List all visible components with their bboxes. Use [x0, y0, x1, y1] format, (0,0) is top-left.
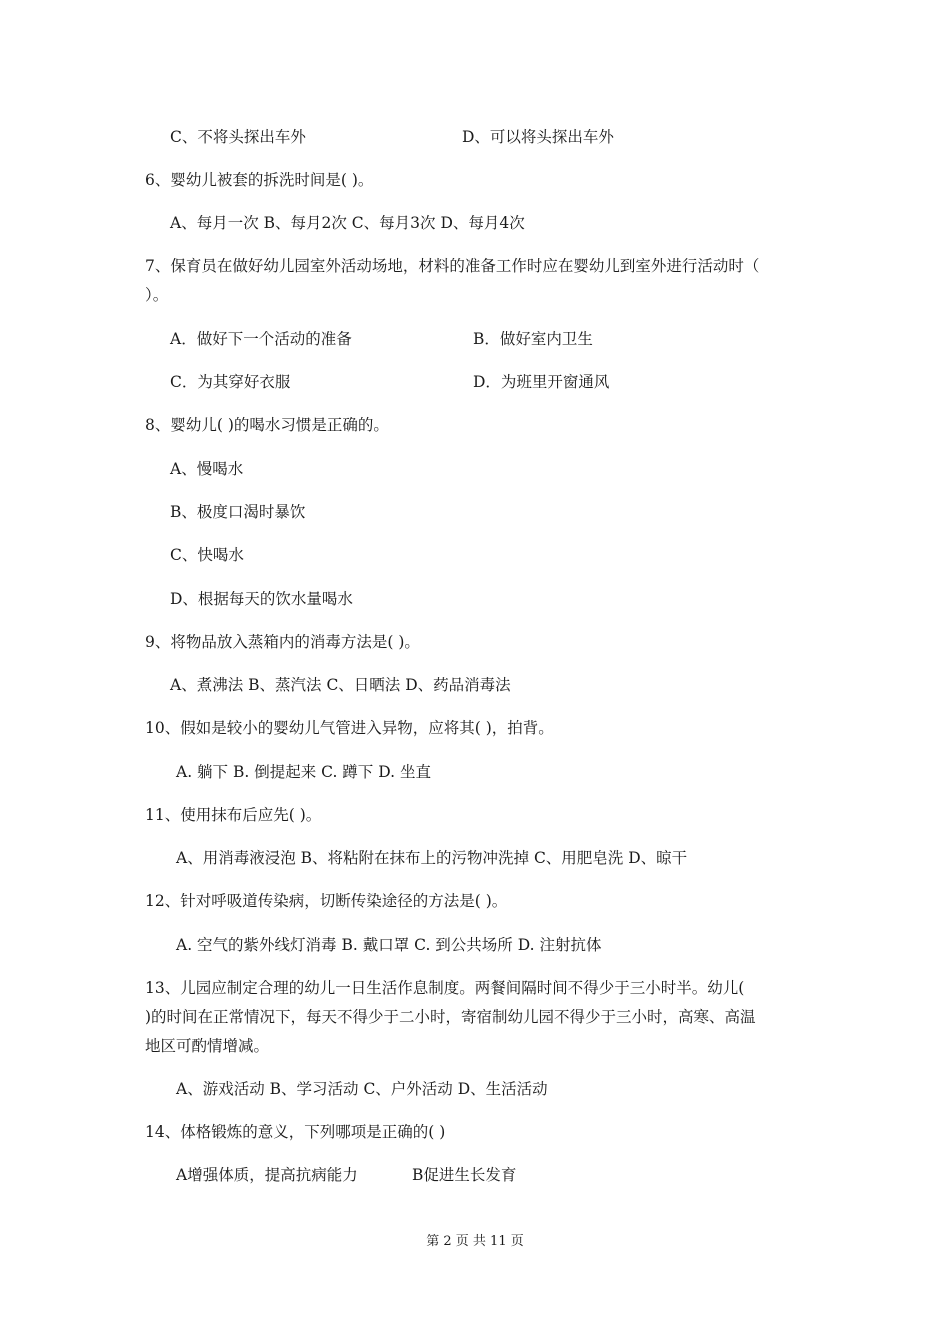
option-a: A、慢喝水: [170, 460, 244, 478]
question-stem: 8、婴幼儿( )的喝水习惯是正确的。: [145, 416, 389, 434]
option-a: A．做好下一个活动的准备: [170, 330, 352, 348]
option-a: A增强体质，提高抗病能力: [176, 1166, 358, 1184]
option-c: C、快喝水: [170, 546, 244, 564]
option-b: B促进生长发育: [412, 1166, 517, 1184]
option-b: B．做好室内卫生: [473, 330, 593, 348]
option-c: C、不将头探出车外: [170, 128, 306, 146]
question-options: A. 空气的紫外线灯消毒 B. 戴口罩 C. 到公共场所 D. 注射抗体: [176, 936, 602, 954]
question-stem-continued: 地区可酌情增减。: [145, 1037, 270, 1055]
question-stem: 7、保育员在做好幼儿园室外活动场地，材料的准备工作时应在婴幼儿到室外进行活动时（: [145, 257, 760, 275]
question-options: A、用消毒液浸泡 B、将粘附在抹布上的污物冲洗掉 C、用肥皂洗 D、晾干: [176, 849, 688, 867]
question-stem: 12、针对呼吸道传染病，切断传染途径的方法是( )。: [145, 892, 508, 910]
option-d: D、可以将头探出车外: [462, 128, 614, 146]
question-options: A. 躺下 B. 倒提起来 C. 蹲下 D. 坐直: [176, 763, 431, 781]
question-options: A、煮沸法 B、蒸汽法 C、日晒法 D、药品消毒法: [170, 676, 511, 694]
option-b: B、极度口渴时暴饮: [170, 503, 306, 521]
question-stem: 10、假如是较小的婴幼儿气管进入异物，应将其( )，拍背。: [145, 719, 554, 737]
question-stem: 14、体格锻炼的意义，下列哪项是正确的( ): [145, 1123, 446, 1141]
question-stem: 13、儿园应制定合理的幼儿一日生活作息制度。两餐间隔时间不得少于三小时半。幼儿(: [145, 979, 745, 997]
question-stem-continued: )的时间在正常情况下，每天不得少于二小时，寄宿制幼儿园不得少于三小时，高寒、高温: [145, 1008, 756, 1026]
option-d: D．为班里开窗通风: [473, 373, 610, 391]
option-c: C．为其穿好衣服: [170, 373, 291, 391]
option-d: D、根据每天的饮水量喝水: [170, 590, 353, 608]
question-stem: 6、婴幼儿被套的拆洗时间是( )。: [145, 171, 374, 189]
question-stem: 11、使用抹布后应先( )。: [145, 806, 322, 824]
question-stem: 9、将物品放入蒸箱内的消毒方法是( )。: [145, 633, 420, 651]
question-options: A、游戏活动 B、学习活动 C、户外活动 D、生活活动: [176, 1080, 548, 1098]
page-footer: 第 2 页 共 11 页: [426, 1234, 524, 1249]
question-options: A、每月一次 B、每月2次 C、每月3次 D、每月4次: [170, 214, 525, 232]
question-stem-continued: ）。: [145, 286, 169, 304]
